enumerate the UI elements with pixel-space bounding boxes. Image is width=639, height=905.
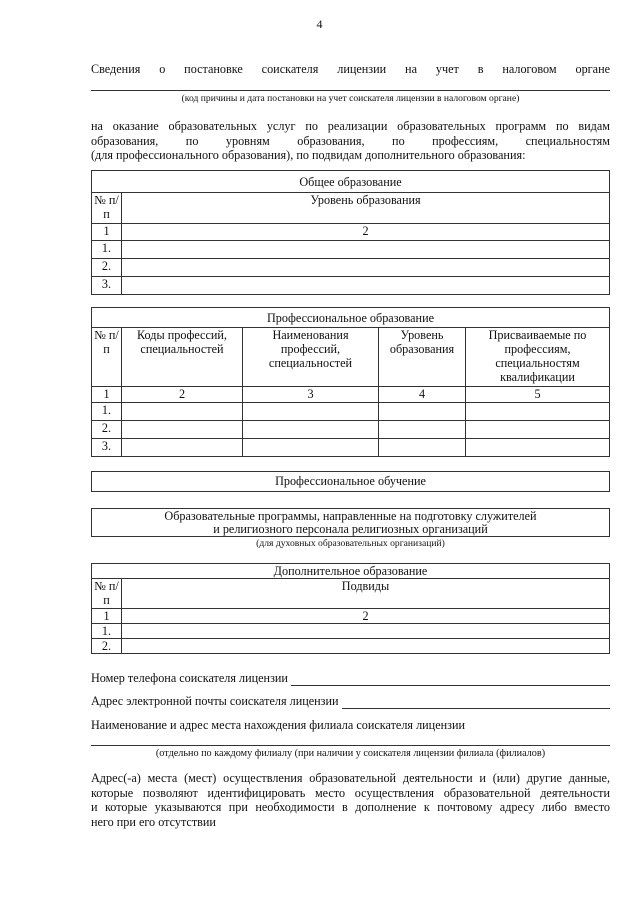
row-num: 3. [92, 439, 122, 457]
row-cell[interactable] [379, 421, 466, 439]
row-num: 1. [92, 241, 122, 259]
tax-registration-field-line[interactable] [91, 90, 610, 91]
paragraph-line: Адрес(-а) места (мест) осуществления образовательной деятельности и (или) другие данные, [91, 771, 610, 785]
box-title-line: и религиозного персонала религиозных организаций [213, 522, 488, 536]
word: соискателя [261, 62, 319, 76]
word: органе [575, 62, 610, 76]
paragraph-line: образования, по уровням образования, по профессиям, специальностям [91, 133, 610, 148]
word: постановке [184, 62, 243, 76]
row-cell[interactable] [466, 439, 610, 457]
word: в [477, 62, 484, 76]
table-row [92, 277, 610, 295]
index-cell: 2 [122, 609, 610, 624]
word: на [405, 62, 417, 76]
table-row [92, 421, 610, 439]
branch-input-line[interactable] [91, 745, 610, 746]
row-cell[interactable] [379, 439, 466, 457]
index-cell: 2 [122, 224, 610, 241]
row-num: 2. [92, 421, 122, 439]
table-row [92, 259, 610, 277]
paragraph-line: (для профессионального образования), по подвидам дополнительного образования: [91, 148, 526, 163]
branch-label: Наименование и адрес места нахождения филиала соискателя лицензии [91, 718, 465, 732]
col-header-sub: Подвиды [122, 579, 610, 609]
row-num: 1. [92, 624, 122, 639]
row-cell[interactable] [122, 403, 243, 421]
table-row [92, 403, 610, 421]
table-title: Дополнительное образование [92, 564, 610, 579]
phone-field-row [91, 671, 610, 686]
col-header-qualification: Присваиваемые по профессиям, специальностям квалификации [466, 328, 610, 387]
table-title: Общее образование [92, 171, 610, 193]
general-education-table [91, 170, 610, 295]
row-num: 2. [92, 639, 122, 654]
word: налоговом [502, 62, 557, 76]
index-cell: 1 [92, 609, 122, 624]
index-cell: 4 [379, 387, 466, 403]
page-number: 4 [316, 17, 323, 31]
email-label: Адрес электронной почты соискателя лицензии [91, 694, 339, 708]
col-header-level: Уровень образования [122, 193, 610, 224]
index-cell: 5 [466, 387, 610, 403]
tax-registration-caption: (код причины и дата постановки на учет соискателя лицензии в налоговом органе) [181, 93, 520, 104]
word: Сведения [91, 62, 141, 76]
box-title: Профессиональное обучение [275, 474, 426, 488]
paragraph-line: которые позволяют идентифицировать место осуществления образовательной деятельности [91, 785, 610, 800]
col-header-names: Наименования профессий, специальностей [243, 328, 379, 387]
phone-input-line[interactable] [291, 674, 610, 686]
row-cell[interactable] [122, 259, 610, 277]
index-cell: 1 [92, 224, 122, 241]
row-cell[interactable] [122, 421, 243, 439]
address-paragraph [91, 771, 610, 830]
row-cell[interactable] [122, 439, 243, 457]
tax-registration-line [91, 62, 610, 77]
email-field-row [91, 694, 610, 709]
table-row [92, 639, 610, 654]
branch-caption: (отдельно по каждому филиалу (при наличии у соискателя лицензии филиала (филиалов) [155, 748, 546, 759]
row-cell[interactable] [466, 421, 610, 439]
table-title: Профессиональное образование [92, 308, 610, 328]
row-cell[interactable] [243, 403, 379, 421]
index-cell: 3 [243, 387, 379, 403]
additional-education-table [91, 563, 610, 654]
word: учет [435, 62, 459, 76]
row-num: 2. [92, 259, 122, 277]
word: о [159, 62, 166, 76]
phone-label: Номер телефона соискателя лицензии [91, 671, 288, 685]
col-header-num: № п/п [92, 579, 122, 609]
col-header-level: Уровень образования [379, 328, 466, 387]
row-num: 1. [92, 403, 122, 421]
col-header-num: № п/п [92, 328, 122, 387]
row-cell[interactable] [122, 241, 610, 259]
table-row [92, 241, 610, 259]
index-cell: 2 [122, 387, 243, 403]
table-row [92, 439, 610, 457]
paragraph-line: на оказание образовательных услуг по реализации образовательных программ по видам [91, 119, 610, 133]
col-header-num: № п/п [92, 193, 122, 224]
col-header-codes: Коды профессий, специальностей [122, 328, 243, 387]
table-row [92, 624, 610, 639]
word: лицензии [337, 62, 387, 76]
row-cell[interactable] [122, 277, 610, 295]
row-cell[interactable] [379, 403, 466, 421]
religious-programs-box [91, 508, 610, 537]
row-cell[interactable] [243, 421, 379, 439]
paragraph-line: и которые указываются при необходимости в дополнение к почтовому адресу либо вместо [91, 800, 610, 815]
row-cell[interactable] [122, 639, 610, 654]
email-input-line[interactable] [342, 697, 610, 709]
religious-programs-caption: (для духовных образовательных организаций) [256, 538, 445, 549]
row-cell[interactable] [122, 624, 610, 639]
index-cell: 1 [92, 387, 122, 403]
row-cell[interactable] [466, 403, 610, 421]
row-num: 3. [92, 277, 122, 295]
box-title-line: Образовательные программы, направленные на подготовку служителей [164, 509, 537, 523]
paragraph-line: него при его отсутствии [91, 814, 216, 829]
row-cell[interactable] [243, 439, 379, 457]
intro-paragraph [91, 119, 610, 163]
professional-training-box [91, 471, 610, 492]
professional-education-table [91, 307, 610, 457]
